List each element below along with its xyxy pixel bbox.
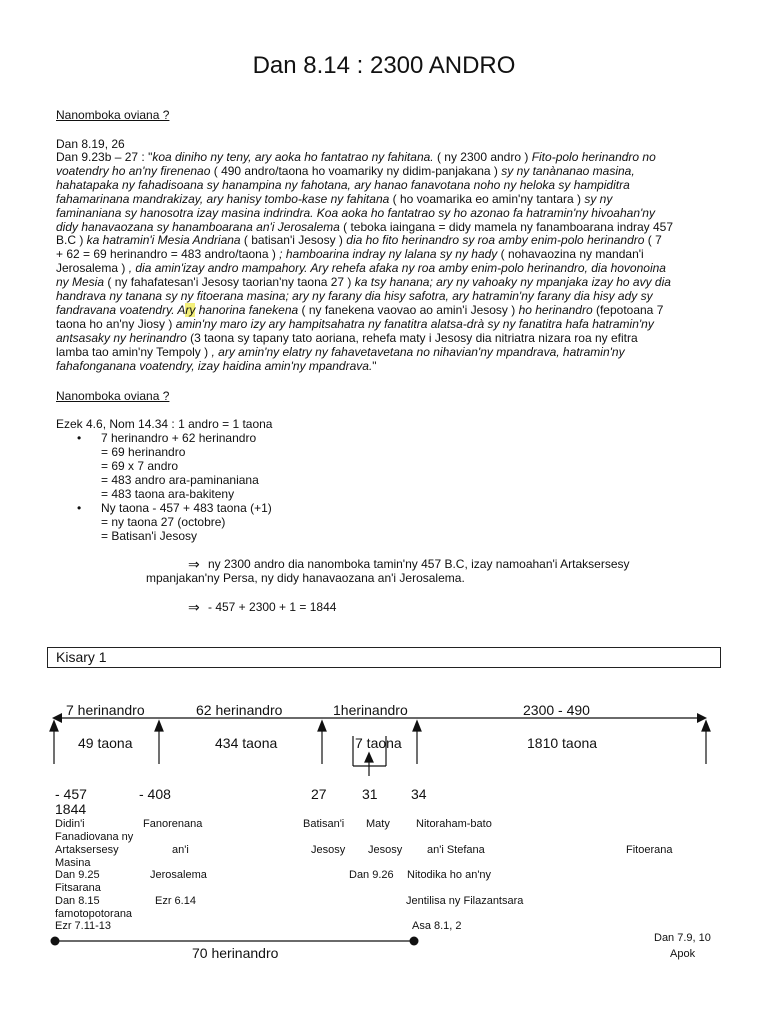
page-title: Dan 8.14 : 2300 ANDRO [252, 52, 516, 79]
end-dot [410, 937, 419, 946]
duration-label: 434 taona [215, 735, 278, 751]
duration-label: 1810 taona [527, 735, 598, 751]
duration-label: 7 taona [355, 735, 402, 751]
event-label: Fanadiovana ny [55, 831, 134, 843]
conclusion-line: mpanjakan'ny Persa, ny didy hanavaozana an'i Jerosalema. [146, 571, 465, 585]
event-label: Nitoraham-bato [416, 818, 492, 830]
span-label: 2300 - 490 [523, 702, 590, 718]
passage-segment: ( 490 andro/taona ho voamariky ny didim-panjakana ) [210, 163, 502, 178]
event-label: Ezr 7.11-13 [55, 920, 112, 932]
bullet-dot-2: • [77, 501, 82, 515]
passage-segment: fandravana voatendry. A [56, 302, 186, 317]
conclusion-sum: - 457 + 2300 + 1 = 1844 [208, 600, 337, 614]
event-label: an'i [172, 844, 189, 856]
calc-line: = 69 x 7 andro [101, 459, 179, 473]
start-dot [51, 937, 60, 946]
event-label: Fitsarana [55, 882, 101, 894]
span-label: 1herinandro [333, 702, 408, 718]
event-label: Didin'i [55, 818, 85, 830]
event-label: Asa 8.1, 2 [412, 920, 462, 932]
passage-segment: sy ny tanànanao masina, [501, 163, 635, 178]
passage-segment: , dia amin'izay andro mampahory. Ary rehefa afaka ny roa amby enim-polo herinandro, dia hovonoina [128, 261, 666, 276]
calc-line: = ny taona 27 (octobre) [101, 515, 226, 529]
bullet-dot-1: • [77, 431, 82, 445]
passage-segment: ( nohavaozina ny mandan'i [497, 247, 644, 262]
reference-dan-8-19: Dan 8.19, 26 [56, 137, 125, 151]
conclusion-line: ny 2300 andro dia nanomboka tamin'ny 457 B.C, izay namoahan'i Artaksersesy [208, 557, 630, 571]
passage-segment: ( ny fahafatesan'i Jesosy taorian'ny taona 27 ) [104, 275, 355, 290]
event-label: Fanorenana [143, 818, 203, 830]
event-label: Ezr 6.14 [155, 895, 196, 907]
year-label: - 408 [139, 786, 171, 802]
span-label: 62 herinandro [196, 702, 283, 718]
passage-segment: antsasaky ny herinandro [56, 330, 187, 345]
event-label: Jentilisa ny Filazantsara [406, 895, 524, 907]
event-label: Nitodika ho an'ny [407, 869, 492, 881]
passage-segment: ( ny fanekena vaovao ao amin'i Jesosy ) [298, 302, 519, 317]
event-label: Dan 9.26 [349, 869, 394, 881]
passage-segment: + 62 = 69 herinandro = 483 andro/taona ) [56, 247, 280, 262]
prophetic-principle: Ezek 4.6, Nom 14.34 : 1 andro = 1 taona [56, 417, 273, 431]
passage-segment: fahafonganana voatendry, izay haidina amin'ny mpandrava. [56, 358, 373, 373]
year-label: 1844 [55, 801, 87, 817]
event-label: an'i Stefana [427, 844, 485, 856]
passage-segment: ( ho voamarika eo amin'ny tantara ) [389, 191, 585, 206]
event-label: Batisan'i [303, 818, 345, 830]
event-label: Artaksersesy [55, 844, 119, 856]
passage-segment: taona ho an'ny Jiosy ) [56, 316, 176, 331]
passage-segment: handrava ny tanana sy ny fitoerana masina; ary ny farany dia hisy safotra, ary hatramin'ny farany dia hisy ady sy [56, 289, 653, 304]
event-label: Jerosalema [150, 869, 207, 881]
calc-line: Ny taona - 457 + 483 taona (+1) [101, 501, 272, 515]
passage-segment: faminaniana sy hanosotra izay masina indrindra. Koa aoka ho fantatrao sy ho azonao fa hatramin'ny hivoahan'ny [56, 205, 655, 220]
event-label: Apok [670, 948, 696, 960]
event-label: famotopotorana [55, 908, 133, 920]
passage-segment: ( 7 [644, 233, 662, 248]
passage-segment: amin'ny maro izy ary hampitsahatra ny fanatitra alatsa-drà sy ny fanatitra hafa hatramin'ny [175, 316, 654, 331]
passage-segment: ; hamboarina indray ny lalana sy ny hady [279, 247, 498, 262]
passage-segment: ho herinandro [518, 302, 593, 317]
highlighted-text: ry [185, 302, 196, 317]
event-label: Masina [55, 857, 91, 869]
passage-segment: (3 taona sy tapany tato aoriana, rehefa maty i Jesosy dia nitriatra nizara roa ny efitra [186, 330, 638, 345]
seventy-weeks-label: 70 herinandro [192, 945, 279, 961]
passage-segment: " [372, 358, 377, 373]
passage-segment: fahamarinana mandrakizay, ary hanisy tombo-kase ny fahitana [56, 191, 390, 206]
question-heading-1: Nanomboka oviana ? [56, 108, 170, 122]
span-label: 7 herinandro [66, 702, 145, 718]
passage-segment: voatendry ho an'ny firenenao [56, 163, 211, 178]
passage-segment: Jerosalema ) [56, 261, 129, 276]
passage-segment: Dan 9.23b – 27 : " [56, 150, 153, 164]
passage-segment: ka tsy hanana; ary ny vahoaky ny mpanjaka izay ho avy dia [354, 275, 671, 290]
event-label: Fitoerana [626, 844, 673, 856]
calc-line: 7 herinandro + 62 herinandro [101, 431, 257, 445]
passage-segment: hanorina fanekena [195, 302, 299, 317]
calc-line: = 483 taona ara-bakiteny [101, 487, 235, 501]
event-label: Jesosy [368, 844, 403, 856]
year-label: - 457 [55, 786, 87, 802]
year-label: 31 [362, 786, 378, 802]
passage-segment: koa diniho ny teny, ary aoka ho fantatrao ny fahitana. [152, 150, 434, 164]
implies-arrow-icon: ⇒ [188, 556, 200, 572]
passage-segment: hahatapaka ny fahadisoana sy hanampina ny fahotana, ary hanao fanavotana noho ny heloka sy hampiditra [56, 177, 630, 192]
passage-segment: dia ho fito herinandro sy roa amby enim-polo herinandro [346, 233, 645, 248]
passage-segment: ( batisan'i Jesosy ) [240, 233, 347, 248]
calc-line: = 483 andro ara-paminaniana [101, 473, 259, 487]
passage-segment: ka hatramin'i Mesia Andriana [86, 233, 241, 248]
year-label: 34 [411, 786, 427, 802]
event-label: Dan 7.9, 10 [654, 932, 711, 944]
passage-segment: Fito-polo herinandro no [531, 150, 656, 164]
event-label: Dan 9.25 [55, 869, 100, 881]
passage-segment: (fepotoana 7 [592, 302, 664, 317]
passage-segment: B.C ) [56, 233, 87, 248]
calc-line: = 69 herinandro [101, 445, 186, 459]
passage-segment: ( teboka iaingana = didy mamela ny fanamboarana indray 457 [339, 219, 674, 234]
passage-segment: , ary amin'ny elatry ny fahavetavetana no nihavian'ny mpandrava, hatramin'ny [211, 344, 625, 359]
passage-segment: ny Mesia [56, 275, 105, 290]
passage-segment: didy hanavaozana sy hanamboarana an'i Jerosalema [56, 219, 340, 234]
calc-line: = Batisan'i Jesosy [101, 529, 198, 543]
event-label: Jesosy [311, 844, 346, 856]
passage-segment: ( ny 2300 andro ) [433, 150, 532, 164]
year-label: 27 [311, 786, 327, 802]
implies-arrow-icon: ⇒ [188, 599, 200, 615]
question-heading-2: Nanomboka oviana ? [56, 389, 170, 403]
passage-segment: lamba tao amin'ny Tempoly ) [56, 344, 212, 359]
figure-caption: Kisary 1 [56, 649, 107, 665]
passage-segment: sy ny [584, 191, 613, 206]
duration-label: 49 taona [78, 735, 133, 751]
event-label: Maty [366, 818, 390, 830]
event-label: Dan 8.15 [55, 895, 100, 907]
